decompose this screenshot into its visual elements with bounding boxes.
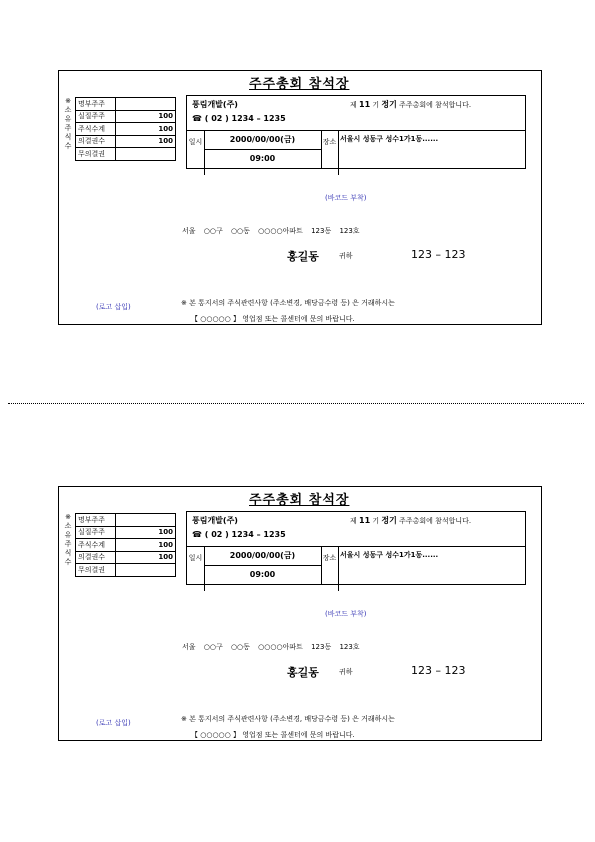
place-label: 장소 (321, 131, 339, 175)
honorific: 귀하 (339, 252, 353, 260)
table-row: 무의결권 (76, 148, 176, 161)
place-cell (338, 131, 525, 169)
session-statement: 제 11 기 정기 주주총회에 참석합니다. (350, 516, 472, 525)
company-name: 풍림개발(주) (192, 516, 238, 525)
cut-line-divider (8, 403, 584, 404)
datetime-place-row (187, 130, 525, 169)
notice-line-1: ※ 본 통지서의 주식관련사항 (주소변경, 배당금수령 등) 은 거래하시는 (181, 299, 395, 307)
place-cell (338, 547, 525, 585)
table-row: 의결권수 100 (76, 135, 176, 148)
date-label: 일시 (187, 547, 205, 591)
owned-shares-side-label: ※ 소 유 주 식 수 (64, 513, 72, 566)
barcode-placeholder: (바코드 부착) (325, 610, 367, 618)
table-row: 무의결권 (76, 564, 176, 577)
recipient-address: 서울 ○○구 ○○동 ○○○○아파트 123동 123호 (182, 643, 360, 651)
logo-placeholder: (로고 삽입) (96, 719, 131, 727)
notice-line-2: 【 ○○○○○ 】 영업점 또는 콜센터에 문의 바랍니다. (191, 315, 355, 323)
table-row: 주식수계 100 (76, 539, 176, 552)
card-title: 주주총회 참석장 (249, 77, 350, 92)
table-row: 명부주주 (76, 98, 176, 111)
meeting-date: 2000/00/00(금) (204, 131, 321, 150)
company-name: 풍림개발(주) (192, 100, 238, 109)
notice-line-1: ※ 본 통지서의 주식관련사항 (주소변경, 배당금수령 등) 은 거래하시는 (181, 715, 395, 723)
card-top-border (59, 486, 541, 487)
table-row: 명부주주 (76, 514, 176, 527)
meeting-time: 09:00 (249, 570, 276, 579)
company-phone: ☎ ( 02 ) 1234 – 1235 (192, 530, 286, 539)
postal-code: 123 – 123 (411, 248, 466, 261)
meeting-place: 서울시 성동구 성수1가1동...... (340, 135, 439, 143)
company-phone: ☎ ( 02 ) 1234 – 1235 (192, 114, 286, 123)
honorific: 귀하 (339, 668, 353, 676)
table-row: 실질주주 100 (76, 526, 176, 539)
meeting-info-box (186, 95, 526, 169)
meeting-date: 2000/00/00(금) (204, 547, 321, 566)
recipient-name: 홍길동 (287, 666, 319, 679)
attendance-card-2 (58, 486, 542, 741)
logo-placeholder: (로고 삽입) (96, 303, 131, 311)
card-top-border (59, 70, 541, 71)
recipient-address: 서울 ○○구 ○○동 ○○○○아파트 123동 123호 (182, 227, 360, 235)
attendance-card-1 (58, 70, 542, 325)
datetime-cell (204, 547, 322, 585)
table-row: 주식수계 100 (76, 123, 176, 136)
datetime-place-row (187, 546, 525, 585)
owned-shares-side-label: ※ 소 유 주 식 수 (64, 97, 72, 150)
session-statement: 제 11 기 정기 주주총회에 참석합니다. (350, 100, 472, 109)
notice-line-2: 【 ○○○○○ 】 영업점 또는 콜센터에 문의 바랍니다. (191, 731, 355, 739)
recipient-name: 홍길동 (287, 250, 319, 263)
date-label: 일시 (187, 131, 205, 175)
place-label: 장소 (321, 547, 339, 591)
meeting-info-box (186, 511, 526, 585)
postal-code: 123 – 123 (411, 664, 466, 677)
table-row: 의결권수 100 (76, 551, 176, 564)
card-title: 주주총회 참석장 (249, 493, 350, 508)
meeting-time: 09:00 (249, 154, 276, 163)
meeting-place: 서울시 성동구 성수1가1동...... (340, 551, 439, 559)
share-count-table (75, 513, 176, 577)
table-row: 실질주주 100 (76, 110, 176, 123)
datetime-cell (204, 131, 322, 169)
share-count-table (75, 97, 176, 161)
barcode-placeholder: (바코드 부착) (325, 194, 367, 202)
